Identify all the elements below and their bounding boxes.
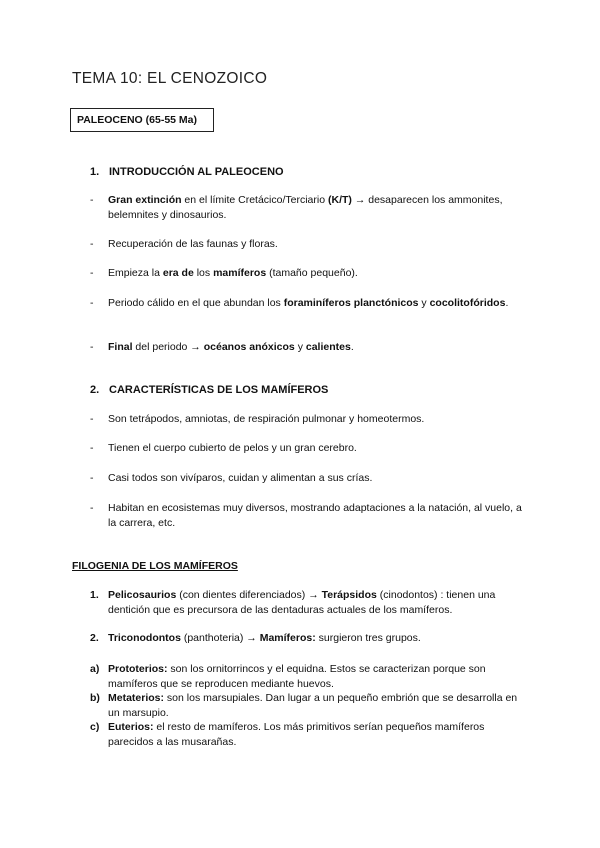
bullet-dash: - [90, 442, 94, 454]
section1-number: 1. [90, 166, 100, 178]
item-text: Habitan en ecosistemas muy diversos, mostrando adaptaciones a la natación, al vuelo, a la carrera, etc. [108, 502, 522, 529]
list-item [90, 412, 530, 427]
bullet-dash: - [90, 472, 94, 484]
item-bold: cocolitofóridos [429, 297, 506, 309]
item-bold: foraminíferos planctónicos [283, 297, 419, 309]
section2-title: CARACTERÍSTICAS DE LOS MAMÍFEROS [109, 384, 329, 396]
filogenia-heading: FILOGENIA DE LOS MAMÍFEROS [72, 560, 238, 572]
list-item [90, 340, 530, 355]
item-bold: mamíferos [213, 267, 267, 279]
item-bold: (K/T) [327, 194, 352, 206]
item-text: . [505, 297, 509, 309]
item-text: Tienen el cuerpo cubierto de pelos y un gran cerebro. [108, 442, 357, 454]
item-number: 1. [90, 589, 99, 601]
bullet-dash: - [90, 341, 94, 353]
list-item [90, 471, 530, 486]
item-letter: c) [90, 721, 100, 733]
numbered-item [90, 631, 530, 646]
item-text: el resto de mamíferos. Los más primitivos serían pequeños mamíferos parecidos a las musarañas. [108, 721, 485, 748]
section2-number: 2. [90, 384, 100, 396]
item-text: (con dientes diferenciados) → [176, 589, 322, 601]
list-item [90, 266, 530, 281]
page-title: TEMA 10: EL CENOZOICO [72, 70, 268, 87]
item-bold: Metaterios: [108, 692, 165, 704]
item-text: son los marsupiales. Dan lugar a un pequeño embrión que se desarrolla en un marsupio. [108, 692, 518, 719]
item-bold: Gran extinción [108, 194, 182, 206]
bullet-dash: - [90, 238, 94, 250]
list-item [90, 501, 530, 531]
lettered-item [90, 720, 530, 750]
item-text: (tamaño pequeño). [266, 267, 358, 279]
item-number: 2. [90, 632, 99, 644]
item-text: Casi todos son vivíparos, cuidan y alimentan a sus crías. [108, 472, 373, 484]
item-bold: océanos anóxicos [203, 341, 295, 353]
item-letter: a) [90, 663, 100, 675]
item-text: (cinodontos) : tienen una dentición que es precursora de las dentaduras actuales de los mamíferos. [108, 589, 496, 616]
item-bold: Terápsidos [321, 589, 377, 601]
item-text: Recuperación de las faunas y floras. [108, 238, 278, 250]
item-bold: calientes [305, 341, 351, 353]
item-letter: b) [90, 692, 100, 704]
lettered-item [90, 662, 530, 692]
bullet-dash: - [90, 502, 94, 514]
lettered-item [90, 691, 530, 721]
item-bold: era de [162, 267, 194, 279]
numbered-item [90, 588, 530, 618]
item-text: surgieron tres grupos. [315, 632, 421, 644]
item-text: Periodo cálido en el que abundan los [108, 297, 284, 309]
item-bold: Triconodontos [108, 632, 181, 644]
item-bold: Final [108, 341, 133, 353]
item-text: y [418, 297, 430, 309]
item-bold: Mamíferos: [259, 632, 316, 644]
section-box-paleoceno: PALEOCENO (65-55 Ma) [70, 108, 214, 132]
section1-title: INTRODUCCIÓN AL PALEOCENO [109, 166, 284, 178]
section1-heading [90, 166, 530, 180]
item-text: en el límite Cretácico/Terciario [181, 194, 328, 206]
item-bold: Euterios: [108, 721, 154, 733]
section2-heading [90, 384, 530, 398]
item-text: los [193, 267, 214, 279]
bullet-dash: - [90, 413, 94, 425]
bullet-dash: - [90, 297, 94, 309]
item-text: son los ornitorrincos y el equidna. Estos se caracterizan porque son mamíferos que se reproducen mediante huevos. [108, 663, 486, 690]
bullet-dash: - [90, 267, 94, 279]
item-text: Empieza la [108, 267, 163, 279]
item-text: → desaparecen los ammonites, belemnites y dinosaurios. [108, 194, 503, 221]
item-text: (panthoteria) → [180, 632, 260, 644]
bullet-dash: - [90, 194, 94, 206]
list-item [90, 193, 530, 223]
item-text: . [350, 341, 354, 353]
item-text: del periodo → [132, 341, 204, 353]
list-item [90, 237, 530, 252]
item-bold: Pelicosaurios [108, 589, 177, 601]
item-text: y [294, 341, 306, 353]
item-text: Son tetrápodos, amniotas, de respiración pulmonar y homeotermos. [108, 413, 425, 425]
item-bold: Prototerios: [108, 663, 168, 675]
list-item [90, 441, 530, 456]
list-item [90, 296, 530, 311]
